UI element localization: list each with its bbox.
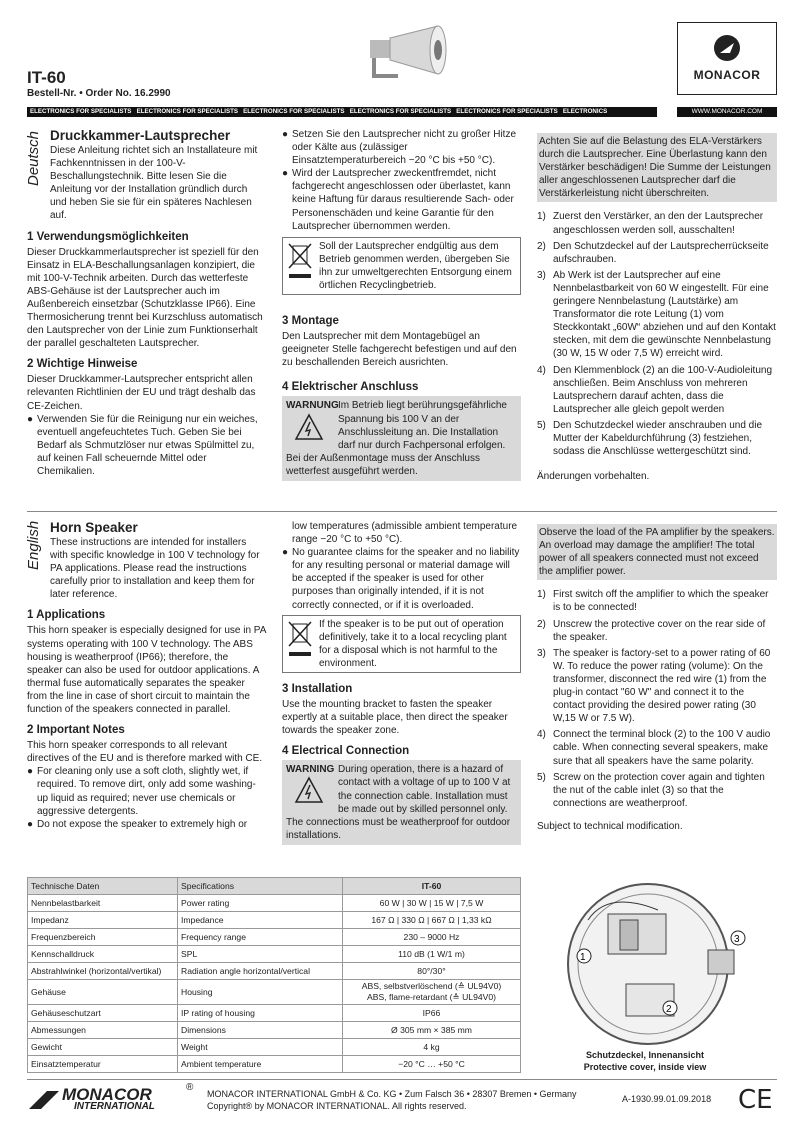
table-row [28,1022,521,1039]
de-warning-box [282,396,521,481]
cell-v [343,946,521,963]
cell-text: IP rating of housing [181,1008,255,1018]
table-row [28,912,521,929]
en-title: Horn Speaker [50,520,138,535]
step-text: Connect the terminal block (2) to the 100 V audio cable. When connecting several speakers, make sure that all speakers have the same polarity. [553,729,771,767]
cell-text: Kennschalldruck [31,949,95,959]
de-recycle-box [282,237,521,295]
de-recycle: Soll der Lautsprecher endgültig aus dem Betrieb genommen werden, übergeben Sie ihn zur umweltgerechten Entsorgung einem örtlichen Recyclingbetrieb. [319,240,512,292]
cell-text: Gehäuse [31,987,66,997]
cell-en [178,929,343,946]
cell-text: Power rating [181,898,230,908]
step-number: 5) [537,419,546,431]
cell-text: Impedanz [31,915,69,925]
footer-reg: ® [186,1082,194,1093]
cell-de [28,929,178,946]
step-text: The speaker is factory-set to a power rating of 60 W. To reduce the power rating (volume): On the transformer, disconnect the red wire (1) from the plug-in contact "60 W" and connect it to the contact providing the desired power rating (30 W,15 W or 7.5 W). [553,647,771,725]
cell-v [343,1039,521,1056]
step-item [537,210,777,236]
de-bullet-2: Setzen Sie den Lautsprecher nicht zu großer Hitze oder Kälte aus (zulässiger Einsatztemperaturbereich −20 °C bis +50 °C). [292,129,517,167]
cell-text: 167 Ω | 330 Ω | 667 Ω | 1,33 kΩ [371,915,492,925]
cell-v [343,980,521,1005]
step-number: 4) [537,364,546,376]
step-number: 1) [537,211,546,223]
step-text: Ab Werk ist der Lautsprecher auf eine Nennbelastbarkeit von 60 W eingestellt. Für eine geringere Nennbelastung (Lautstärke) am Transformator die rote Leitung (1) vom Steckkontakt „60W“ abziehen und auf den Kontakt stecken, mit dem die gewünschte Nennbelastung (30 W, 15 W oder 7,5 W) erreicht wird. [553,269,776,360]
cell-text: Housing [181,987,213,997]
cell-en [178,963,343,980]
cell-text: Impedance [181,915,224,925]
table-row [28,895,521,912]
doc-code: A-1930.99.01.09.2018 [622,1094,712,1104]
en-s3: 3 Installation [282,683,353,696]
de-changes: Änderungen vorbehalten. [537,471,650,483]
step-item [537,728,777,767]
label-2: 2 [666,1004,672,1015]
cell-text: Frequenzbereich [31,932,96,942]
cell-text-2: ABS, flame-retardant (≙ UL94V0) [367,992,496,1002]
step-text: Den Schutzdeckel wieder anschrauben und die Mutter der Kabeldurchführung (3) festziehen, sodass die Anschlüsse wettergeschützt sind. [553,419,763,458]
cell-text: Gehäuseschutzart [31,1008,101,1018]
step-number: 2) [537,618,546,630]
cell-v [343,1022,521,1039]
de-warn: Im Betrieb liegt berührungsgefährliche Spannung bis 100 V an der Anschlussleitung an. Die Installation darf nur durch Fachpersonal erfolgen. [338,400,507,451]
table-row [28,1039,521,1056]
cell-text: Einsatztemperatur [31,1059,101,1069]
th-de: Technische Daten [28,878,178,895]
footer-sub: INTERNATIONAL [74,1101,155,1112]
table-row [28,963,521,980]
de-steps [537,210,777,458]
caption-de: Schutzdeckel, Innenansicht [585,1050,705,1060]
cell-text: Gewicht [31,1042,63,1052]
cell-text: Ambient temperature [181,1059,262,1069]
cell-en [178,895,343,912]
en-s3-text: Use the mounting bracket to fasten the speaker expertly at a suitable place, then direct the speaker towards the speaker zone. [282,699,508,737]
en-bullet-2: Do not expose the speaker to extremely high or [37,818,248,830]
en-warning-box [282,760,521,845]
en-col2: low temperatures (admissible ambient temperature range −20 °C to +50 °C). ● No guarantee claims for the speaker and no liability for any resulting personal or material damage will be accepted if the speaker is used for other purposes than originally intended, if it is not correctly connected, or if it is overloaded. If the speaker is to be put out of operation definitively, take it to a local recycling plant for a disposal which is not harmful to the environment. 3 Installation Use the mounting bracket to fasten the speaker expertly at a suitable place, then direct the speaker towards the speaker zone. 4 Electrical Connection WARNING During operation, there is a hazard of contact with a voltage of up to 100 V at the connection cable. Installation must be made out by skilled personnel only. The connections must be weatherproof for outdoor installations. [282,520,521,845]
cell-v [343,1056,521,1073]
cell-de [28,895,178,912]
cell-text: ABS, selbstverlöschend (≙ UL94V0) [361,981,502,991]
step-number: 4) [537,729,546,741]
product-image [352,18,452,86]
step-item [537,419,777,458]
cell-text: SPL [181,949,198,959]
step-item [537,618,777,644]
step-text: Unscrew the protective cover on the rear side of the speaker. [553,618,766,643]
website: WWW.MONACOR.COM [677,107,777,117]
de-bullet-3: Wird der Lautsprecher zweckentfremdet, nicht fachgerecht angeschlossen oder überlastet, kann keine Haftung für daraus resultierende Sach- oder Personenschäden und keine Garantie für den Lautsprecher übernommen werden. [292,168,514,232]
order-number: Bestell-Nr. • Order No. 16.2990 [27,88,171,99]
de-s2-text: Dieser Druckkammer-Lautsprecher entspricht allen relevanten Richtlinien der EU und trägt deshalb das CE-Zeichen. [27,374,256,412]
step-text: First switch off the amplifier to which the speaker is to be connected! [553,589,769,614]
cell-v [343,963,521,980]
en-note: Observe the load of the PA amplifier by the speakers. An overload may damage the amplifier! The total power of all speakers connected must not exceed the amplifier power. [537,524,777,580]
warning-triangle-icon [294,413,324,441]
cell-text: 230 – 9000 Hz [403,932,460,942]
step-item [537,647,777,726]
en-warn-label: WARNING [286,764,335,776]
cell-en [178,980,343,1005]
step-number: 2) [537,240,546,252]
table-row [28,980,521,1005]
footer-line [27,1079,777,1080]
step-item [537,588,777,614]
cell-text: Frequency range [181,932,246,942]
de-col1: Druckkammer-Lautsprecher Diese Anleitung richtet sich an Installateure mit Fachkenntnissen in der 100-V-Beschallungstechnik. Bitte lesen Sie die Anleitung vor der Installation gründlich durch und heben Sie sie für ein späteres Nachlesen auf. 1 Verwendungsmöglichkeiten Dieser Druckkammerlautsprecher ist speziell für den Einsatz in ELA-Beschallungsanlagen konzipiert, die mit 100-V-Technik arbeiten. Durch das wetterfeste ABS-Gehäuse ist der Lautsprecher auch im Außenbereich einsetzbar (Schutzklasse IP66). Eine Thermosicherung trennt bei Kurzschluss automatisch den Lautsprecher von der Linie zum Funktionserhalt der parallel geschalteten Lautsprecher. 2 Wichtige Hinweise Dieser Druckkammer-Lautsprecher entspricht allen relevanten Richtlinien der EU und trägt deshalb das CE-Zeichen. ● Verwenden Sie für die Reinigung nur ein weiches, eventuell angefeuchtetes Tuch. Geben Sie bei Bedarf als Schmutzlöser nur etwas Spülmittel zu, auf keinen Fall scheuernde Mittel oder Chemikalien. [27,128,266,478]
step-item [537,269,777,361]
en-changes: Subject to technical modification. [537,820,683,832]
cell-v [343,895,521,912]
header-strip: ELECTRONICS FOR SPECIALISTS ELECTRONICS FOR SPECIALISTS ELECTRONICS FOR SPECIALISTS ELECTRONICS FOR SPECIALISTS ELECTRONICS FOR SPECIALISTS ELECTRONICS [27,107,657,117]
logo-box [677,22,777,95]
cell-text: IP66 [422,1008,441,1018]
label-3: 3 [734,934,740,945]
de-col3 [537,133,777,483]
monacor-logo-icon [712,33,742,63]
cell-text: 80°/30° [417,966,446,976]
cell-en [178,1039,343,1056]
en-s4: 4 Electrical Connection [282,745,410,758]
ce-mark: CE [738,1085,773,1115]
cell-text: 60 W | 30 W | 15 W | 7,5 W [379,898,484,908]
cell-text: Abstrahlwinkel (horizontal/vertikal) [31,966,162,976]
cell-en [178,1022,343,1039]
de-note: Achten Sie auf die Belastung des ELA-Verstärkers durch die Lautsprecher. Eine Überlastung kann den Verstärker beschädigen! Die Summe der Leistungen aller angeschlossenen Lautsprecher darf die Verstärkerleistung nicht überschreiten. [537,133,777,202]
step-item [537,364,777,416]
step-item [537,240,777,266]
step-item [537,771,777,810]
en-steps [537,588,777,810]
de-s3: 3 Montage [282,315,339,328]
table-row [28,1056,521,1073]
step-number: 3) [537,647,546,659]
cell-de [28,1056,178,1073]
lang-en: English [25,520,42,570]
cover-figure [548,880,758,1046]
cell-v [343,1005,521,1022]
cell-en [178,946,343,963]
cell-v [343,912,521,929]
de-warn2: Bei der Außenmontage muss der Anschluss wetterfest ausgeführt werden. [286,452,480,477]
cell-de [28,963,178,980]
en-bullet-3: No guarantee claims for the speaker and no liability for any resulting personal or material damage will be accepted if the speaker is used for other purposes than originally intended, if it is not correctly connected, or if it is overloaded. [292,547,520,611]
de-s1: 1 Verwendungsmöglichkeiten [27,230,189,243]
cell-de [28,912,178,929]
cell-text: 4 kg [423,1042,440,1052]
en-s2: 2 Important Notes [27,724,125,737]
en-s1-text: This horn speaker is especially designed for use in PA systems operating with 100 V technology. The ABS housing is weatherproof (IP66); therefore, the speaker can also be used for outdoor applications. A thermal fuse automatically separates the speaker from the line in case of short circuit to maintain the function of the speakers connected in parallel. [27,625,266,716]
cell-en [178,1005,343,1022]
divider [27,511,777,512]
cell-text: Weight [181,1042,208,1052]
step-text: Zuerst den Verstärker, an den der Lautsprecher angeschlossen werden soll, ausschalten! [553,211,764,236]
recycle-bin-icon [283,238,317,288]
cell-text: −20 °C … +50 °C [398,1059,465,1069]
table-row [28,1005,521,1022]
en-bullet-1: For cleaning only use a soft cloth, slightly wet, if required. To remove dirt, only add some washing-up liquid as required; never use chemicals or aggressive detergents. [37,766,256,817]
cell-text: Abmessungen [31,1025,86,1035]
cell-text: 110 dB (1 W/1 m) [398,949,465,959]
model-title: IT-60 [27,68,66,87]
step-number: 5) [537,771,546,783]
cell-en [178,912,343,929]
spec-table [27,877,521,1073]
de-s3-text: Den Lautsprecher mit dem Montagebügel an geeigneter Stelle fachgerecht befestigen und auf den zu beschallenden Bereich ausrichten. [282,331,517,369]
en-warn2: The connections must be weatherproof for outdoor installations. [286,816,511,841]
en-warn: During operation, there is a hazard of contact with a voltage of up to 100 V at the connection cable. Installation must be made out by skilled personnel only. [338,764,511,815]
de-warn-label: WARNUNG [286,400,339,412]
cell-de [28,1039,178,1056]
th-model: IT-60 [343,878,521,895]
de-s1-text: Dieser Druckkammerlautsprecher ist speziell für den Einsatz in ELA-Beschallungsanlagen konzipiert, die mit 100-V-Technik arbeiten. Durch das wetterfeste ABS-Gehäuse ist der Lautsprecher auch im Außenbereich einsetzbar (Schutzklasse IP66). Eine Thermosicherung trennt bei Kurzschluss automatisch den Lautsprecher von der Linie zum Funktionserhalt der parallel geschalteten Lautsprecher. [27,246,263,350]
cell-de [28,1022,178,1039]
lang-de: Deutsch [25,130,42,186]
footer-address: MONACOR INTERNATIONAL GmbH & Co. KG • Zum Falsch 36 • 28307 Bremen • Germany [207,1089,577,1099]
caption-en: Protective cover, inside view [583,1062,707,1072]
en-s1: 1 Applications [27,609,106,622]
en-recycle-box [282,615,521,673]
label-1: 1 [580,952,586,963]
cell-de [28,980,178,1005]
de-s2: 2 Wichtige Hinweise [27,358,138,371]
table-row [28,929,521,946]
cell-text: Radiation angle horizontal/vertical [181,966,310,976]
step-number: 1) [537,589,546,601]
en-bullet-2-cont: low temperatures (admissible ambient temperature range −20 °C to +50 °C). [292,521,518,546]
logo-brand: MONACOR [693,68,761,82]
cell-text: Ø 305 mm × 385 mm [391,1025,472,1035]
footer-brand: MONACOR [62,1085,152,1104]
cell-de [28,946,178,963]
footer-logo-icon [27,1087,61,1111]
cell-en [178,1056,343,1073]
en-recycle: If the speaker is to be put out of operation definitively, take it to a local recycling plant for a disposal which is not harmful to the environment. [319,618,507,669]
de-title: Druckkammer-Lautsprecher [50,128,231,143]
step-text: Den Klemmenblock (2) an die 100-V-Audioleitung anschließen. Beim Anschluss von mehreren Lautsprechern darauf achten, dass die Lautsprecher alle gleich gepolt werden [553,364,773,415]
warning-triangle-icon [294,776,324,804]
footer-copyright: Copyright® by MONACOR INTERNATIONAL. All rights reserved. [207,1101,467,1111]
step-text: Screw on the protection cover again and tighten the nut of the cable inlet (3) so that the connections are weatherproof. [553,771,765,809]
step-number: 3) [537,269,546,281]
cell-text: Nennbelastbarkeit [31,898,101,908]
de-s4: 4 Elektrischer Anschluss [282,381,419,394]
th-en: Specifications [178,878,343,895]
step-text: Den Schutzdeckel auf der Lautsprecherrückseite aufschrauben. [553,240,769,265]
de-col2: ● Setzen Sie den Lautsprecher nicht zu großer Hitze oder Kälte aus (zulässiger Einsatztemperaturbereich −20 °C bis +50 °C). ● Wird der Lautsprecher zweckentfremdet, nicht fachgerecht angeschlossen oder überlastet, kann keine Haftung für daraus resultierende Sach- oder Personenschäden und keine Garantie für den Lautsprecher übernommen werden. Soll der Lautsprecher endgültig aus dem Betrieb genommen werden, übergeben Sie ihn zur umweltgerechten Entsorgung einem örtlichen Recyclingbetrieb. 3 Montage Den Lautsprecher mit dem Montagebügel an geeigneter Stelle fachgerecht befestigen und auf den zu beschallenden Bereich ausrichten. 4 Elektrischer Anschluss WARNUNG Im Betrieb liegt berührungsgefährliche Spannung bis 100 V an der Anschlussleitung an. Die Installation darf nur durch Fachpersonal erfolgen. Bei der Außenmontage muss der Anschluss wetterfest ausgeführt werden. [282,128,521,481]
recycle-bin-icon [283,616,317,666]
de-intro: Diese Anleitung richtet sich an Installateure mit Fachkenntnissen in der 100-V-Beschallungstechnik. Bitte lesen Sie die Anleitung vor der Installation gründlich durch und heben Sie sie für ein späteres Nachlesen auf. [50,145,258,222]
de-bullet-1: Verwenden Sie für die Reinigung nur ein weiches, eventuell angefeuchtetes Tuch. Geben Sie bei Bedarf als Schmutzlöser nur etwas Spülmittel zu, auf keinen Fall scheuernde Mittel oder Chemikalien. [37,413,258,477]
en-intro: These instructions are intended for installers with specific knowledge in 100 V technology for PA applications. Please read the instructions carefully prior to installation and keep them for later reference. [50,537,260,601]
cell-text: Dimensions [181,1025,226,1035]
en-col1: Horn Speaker These instructions are intended for installers with specific knowledge in 100 V technology for PA applications. Please read the instructions carefully prior to installation and keep them for later reference. 1 Applications This horn speaker is especially designed for use in PA systems operating with 100 V technology. The ABS housing is weatherproof (IP66); therefore, the speaker can also be used for outdoor applications. A thermal fuse automatically separates the speaker from the line in case of short circuit to maintain the function of the speakers connected in parallel. 2 Important Notes This horn speaker corresponds to all relevant directives of the EU and is therefore marked with CE. ● For cleaning only use a soft cloth, slightly wet, if required. To remove dirt, only add some washing-up liquid as required; never use chemicals or aggressive detergents. ● Do not expose the speaker to extremely high or [27,520,266,830]
en-s2-text: This horn speaker corresponds to all relevant directives of the EU and is therefore marked with CE. [27,740,263,765]
en-col3 [537,524,777,833]
cell-v [343,929,521,946]
cell-de [28,1005,178,1022]
table-row [28,946,521,963]
